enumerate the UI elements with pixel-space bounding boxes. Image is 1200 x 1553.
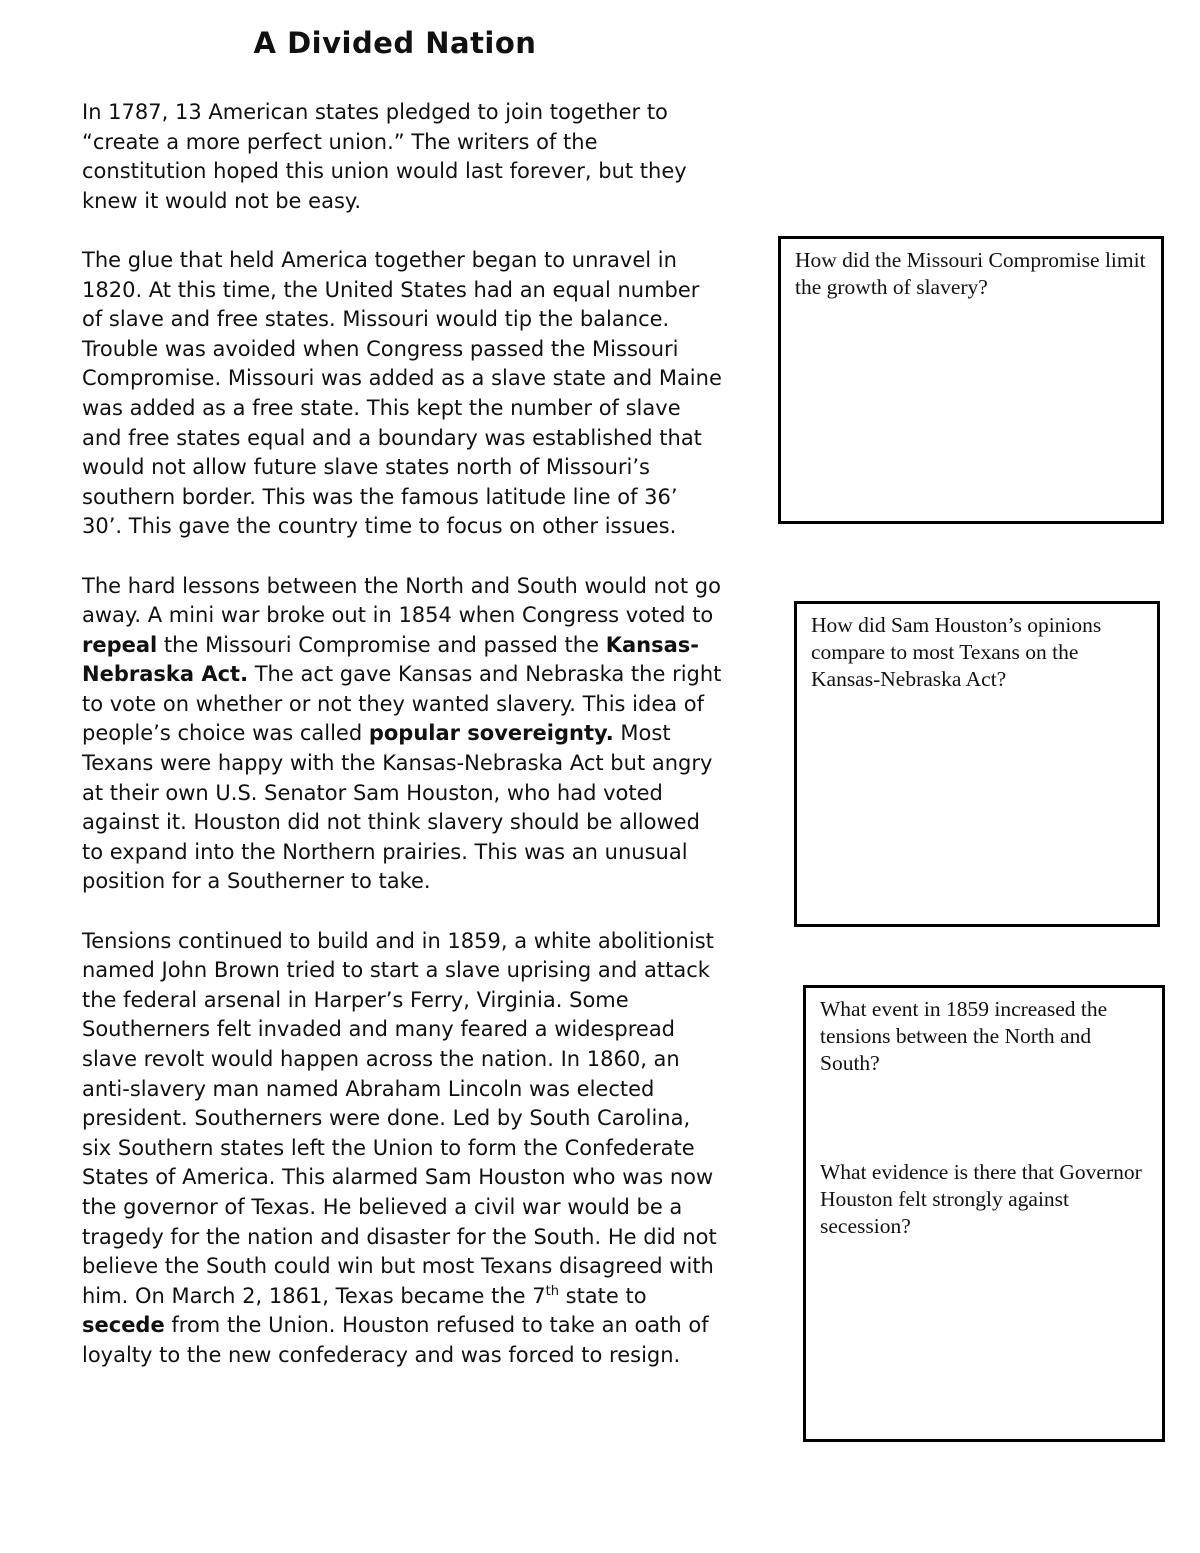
text-run: Most Texans were happy with the Kansas-Nebraska Act but angry at their own U.S. Senator Sam Houston, who had voted against it. Houston did not think slavery should be allowed to expand into the Northern prairies. This was an unusual position for a Southerner to take.: [82, 721, 713, 894]
text-run: Tensions continued to build and in 1859, a white abolitionist named John Brown tried to start a slave uprising and attack the federal arsenal in Harper’s Ferry, Virginia. Some Southerners felt invaded and many feared a widespread slave revolt would happen across the nation. In 1860, an anti-slavery man named Abraham Lincoln was elected president. Southerners were done. Led by South Carolina, six Southern states left the Union to form the Confederate States of America. This alarmed Sam Houston who was now the governor of Texas. He believed a civil war would be a tragedy for the nation and disaster for the South. He did not believe the South could win but most Texans disagreed with him. On March 2, 1861, Texas became the 7: [82, 928, 717, 1308]
reading-passage: [82, 98, 722, 1400]
text-run: The act gave Kansas and Nebraska the right to vote on whether or not they wanted slavery. This idea of people’s choice was called: [82, 662, 722, 746]
question-text: How did the Missouri Compromise limit the growth of slavery?: [795, 248, 1146, 299]
question-box-houston-opinions[interactable]: [794, 601, 1160, 927]
text-run: from the Union. Houston refused to take an oath of loyalty to the new confederacy and was forced to resign.: [82, 1313, 709, 1367]
bold-term-kansas-nebraska-act: Kansas-Nebraska Act.: [82, 632, 699, 687]
question-text: What event in 1859 increased the tensions between the North and South?: [820, 997, 1108, 1075]
paragraph-kansas-nebraska: [82, 572, 722, 898]
question-box-tensions-secession[interactable]: [803, 985, 1165, 1442]
bold-term-repeal: repeal: [82, 632, 158, 657]
paragraph-intro: In 1787, 13 American states pledged to join together to “create a more perfect union.” The writers of the constitution hoped this union would last forever, but they knew it would not be easy.: [82, 100, 687, 213]
page-title: A Divided Nation: [253, 26, 537, 60]
question-text: What evidence is there that Governor Houston felt strongly against secession?: [820, 1160, 1142, 1238]
paragraph-secession: [82, 927, 722, 1371]
text-run: the Missouri Compromise and passed the: [157, 632, 606, 657]
paragraph-missouri-compromise: The glue that held America together began to unravel in 1820. At this time, the United States had an equal number of slave and free states. Missouri would tip the balance. Trouble was avoided when Congress passed the Missouri Compromise. Missouri was added as a slave state and Maine was added as a free state. This kept the number of slave and free states equal and a boundary was established that would not allow future slave states north of Missouri’s southern border. This was the famous latitude line of 36’ 30’. This gave the country time to focus on other issues.: [82, 247, 722, 539]
bold-term-secede: secede: [82, 1313, 165, 1338]
bold-term-popular-sovereignty: popular sovereignty.: [368, 721, 614, 746]
question-box-missouri[interactable]: [778, 236, 1164, 524]
question-text: How did Sam Houston’s opinions compare to most Texans on the Kansas-Nebraska Act?: [811, 613, 1102, 691]
text-run: state to: [558, 1283, 647, 1308]
superscript-ordinal: th: [545, 1283, 559, 1299]
text-run: The hard lessons between the North and South would not go away. A mini war broke out in 1854 when Congress voted to: [82, 573, 721, 628]
